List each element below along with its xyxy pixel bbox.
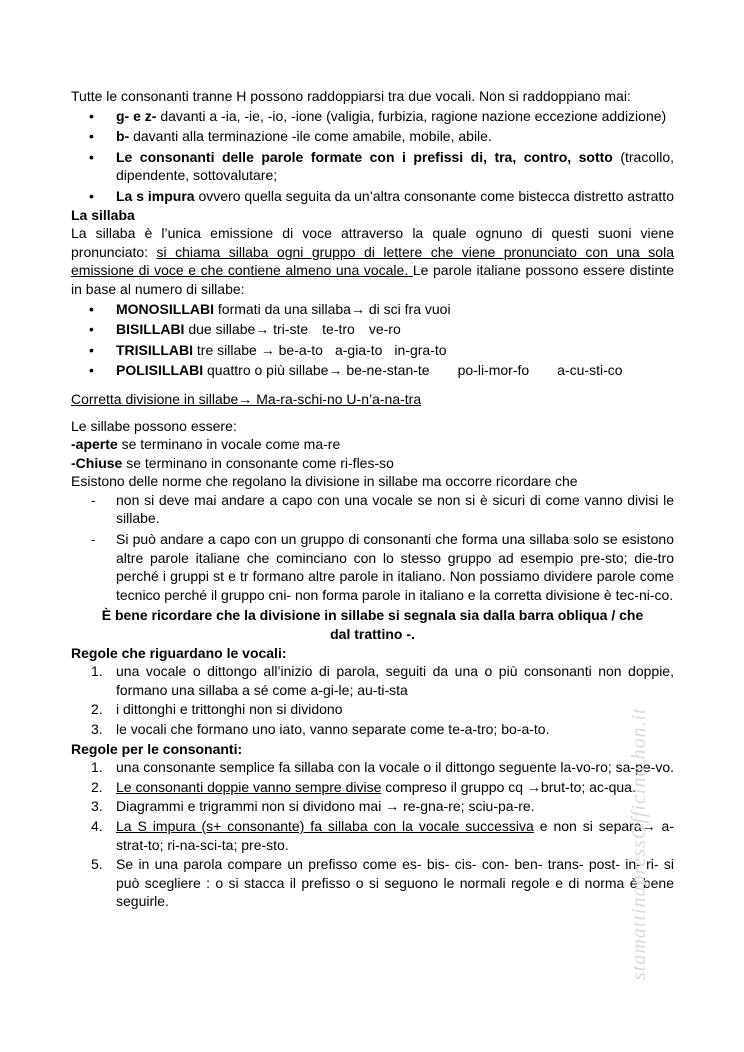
chiuse-line: -Chiuse se terminano in consonante come ri-fles-so <box>71 454 394 471</box>
list-number: 3. <box>91 721 103 737</box>
bullet-marker: • <box>89 300 94 317</box>
list-item: • Le consonanti delle parole formate con i prefissi di, tra, contro, sotto (tracollo, dipendente, sottovalutare; <box>89 148 675 184</box>
list-item: • La s impura ovvero quella seguita da un’altra consonante come bistecca distretto astratto <box>89 187 674 204</box>
bullet-marker: • <box>89 321 94 338</box>
bullet-marker: • <box>89 107 94 124</box>
consonanti-list <box>71 758 674 911</box>
list-item: 3. le vocali che formano uno iato, vanno separate come te-a-tro; bo-a-to. <box>91 721 550 737</box>
dash-marker: - <box>91 491 96 508</box>
norme-line: Esistono delle norme che regolano la divisione in sillabe ma occorre ricordare che <box>71 473 578 490</box>
list-number: 3. <box>91 798 103 815</box>
list-item: 4. La S impura (s+ consonante) fa sillaba con la vocale successiva e non si separa→ a-strat-to; ri-na-sci-ta; pre-sto. <box>91 817 674 853</box>
list-item: 2. Le consonanti doppie vanno sempre divise compreso il gruppo cq →brut-to; ac-qua. <box>91 778 636 795</box>
corretta-divisione-line: Corretta divisione in sillabe→ Ma-ra-schi-no U-n’a-na-tra <box>71 390 422 407</box>
list-number: 1. <box>91 759 103 776</box>
norme-dash-list <box>71 491 674 605</box>
list-item: - Si può andare a capo con un gruppo di consonanti che forma una sillaba solo se esistono altre parole italiane che cominciano con lo stesso gruppo ad esempio pre-sto; die-tro perché i gruppi st e tr formano altre parole in italiano. Non possiamo dividere parole come tecnico perché il gruppo cni- non forma parole in italiano e la corretta divisione è tec-ni-co. <box>91 531 674 603</box>
dash-marker: - <box>91 531 96 548</box>
list-item: • b- davanti alla terminazione -ile come amabile, mobile, abile. <box>89 128 492 145</box>
list-item: • POLISILLABI quattro o più sillabe→ be-ne-stan-te po-li-mor-fo a-cu-sti-co <box>89 362 623 379</box>
possono-line: Le sillabe possono essere: <box>71 417 237 434</box>
list-item: • BISILLABI due sillabe→ tri-ste te-tro ve-ro <box>89 321 401 338</box>
watermark <box>628 540 650 980</box>
center-note: È bene ricordare che la divisione in sillabe si segnala sia dalla barra obliqua / che dal trattino -. <box>101 607 644 643</box>
syllable-types-list <box>71 300 674 380</box>
list-number: 2. <box>91 701 103 718</box>
list-item: 1. una consonante semplice fa sillaba con la vocale o il dittongo seguente la-vo-ro; sa-pe-vo. <box>91 759 674 776</box>
list-number: 1. <box>91 663 103 680</box>
list-number: 2. <box>91 778 103 795</box>
list-item: 2. i dittonghi e trittonghi non si dividono <box>91 701 343 718</box>
sillaba-paragraph: La sillaba è l’unica emissione di voce attraverso la quale ognuno di questi suoni viene pronunciato: si chiama sillaba ogni gruppo di lettere che viene pronunciato con una sola emissione di voce e che contiene almeno una vocale. Le parole italiane possono essere distinte in base al numero di sillabe: <box>71 225 674 297</box>
bullet-marker: • <box>89 187 94 204</box>
list-item: • TRISILLABI tre sillabe → be-a-to a-gia-to in-gra-to <box>89 341 447 358</box>
list-item: - non si deve mai andare a capo con una vocale se non si è sicuri di come vanno divisi le sillabe. <box>91 491 674 527</box>
watermark-text: stamattinapressOfficina.hon.it <box>628 707 650 980</box>
section-heading-consonanti: Regole per le consonanti: <box>71 740 243 757</box>
bullet-marker: • <box>89 362 94 379</box>
list-number: 5. <box>91 856 103 873</box>
aperte-line: -aperte se terminano in vocale come ma-re <box>71 436 341 453</box>
bullet-marker: • <box>89 148 94 165</box>
intro-paragraph: Tutte le consonanti tranne H possono raddoppiarsi tra due vocali. Non si raddoppiano mai: <box>71 88 631 104</box>
list-item: 3. Diagrammi e trigrammi non si dividono mai → re-gna-re; sciu-pa-re. <box>91 798 535 815</box>
list-item: • g- e z- davanti a -ia, -ie, -io, -ione (valigia, furbizia, ragione nazione eccezione addizione) <box>89 107 667 124</box>
list-item: 1. una vocale o dittongo all’inizio di parola, seguiti da una o più consonanti non doppie, formano una sillaba a sé come a-gi-le; au-ti-sta <box>91 663 674 698</box>
list-number: 4. <box>91 817 103 834</box>
list-item: 5. Se in una parola compare un prefisso come es- bis- cis- con- ben- trans- post- in- ri- si può scegliere : o si stacca il prefisso o si seguono le normali regole e di norma è bene seguirle. <box>91 856 674 910</box>
bullet-marker: • <box>89 341 94 358</box>
vocali-list <box>71 662 674 738</box>
section-heading-vocali: Regole che riguardano le vocali: <box>71 644 287 661</box>
list-item: • MONOSILLABI formati da una sillaba→ di sci fra vuoi <box>89 300 451 317</box>
document-page <box>71 87 674 912</box>
raddoppio-list <box>71 107 674 206</box>
bullet-marker: • <box>89 128 94 145</box>
section-heading-sillaba: La sillaba <box>71 206 135 223</box>
